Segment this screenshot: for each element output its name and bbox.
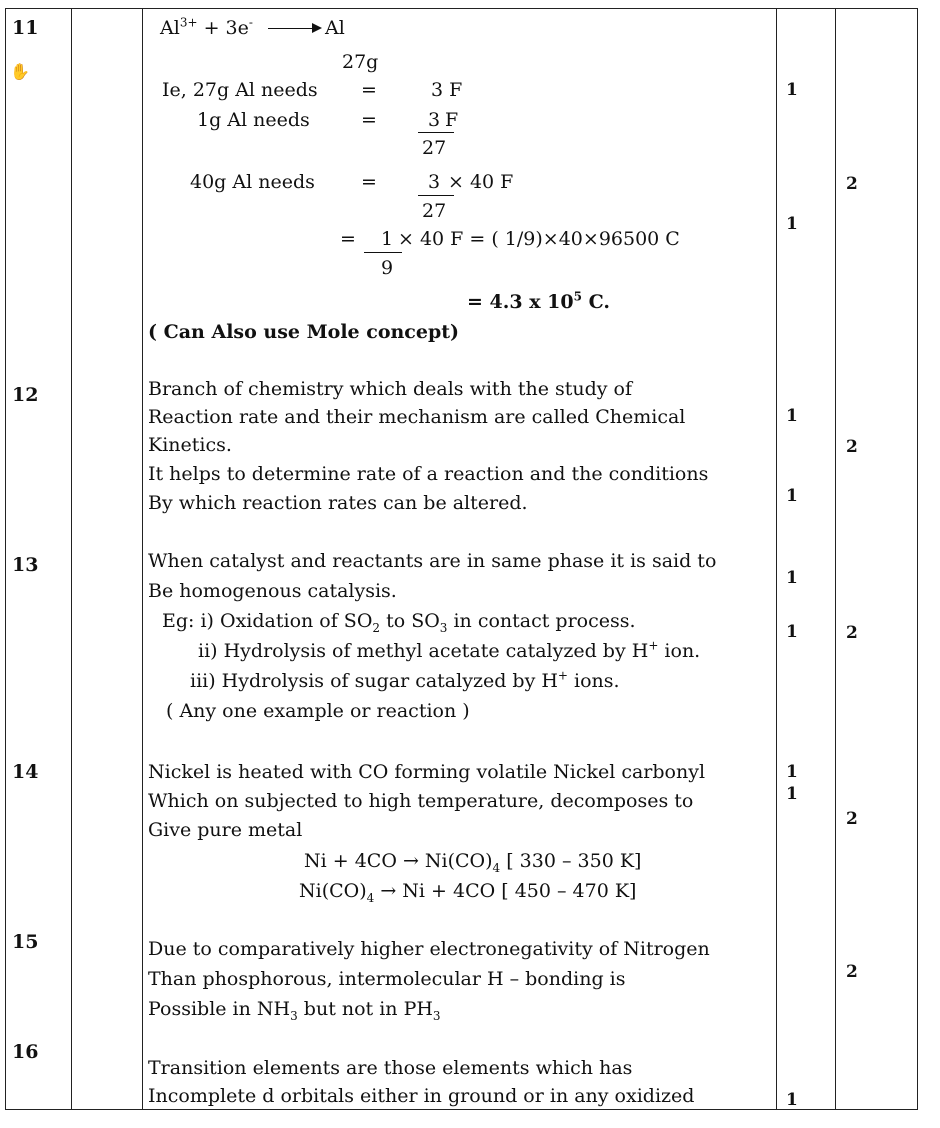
total-15: 2 [846,962,858,982]
calc-line-2-eq: = [361,109,377,131]
fraction-bar-1 [418,132,454,133]
answer-14-equation-2: $Ni(CO)_4 \to Ni + 4CO$ [ 450 – 470 K] [299,880,637,905]
question-number-13: 13 [12,554,39,576]
equation-product: Al [325,17,345,39]
mark-13-a: 1 [786,568,798,588]
calc-line-2-left: 1g Al needs [197,109,310,131]
answer-16-line-1: Transition elements are those elements which has [148,1057,633,1079]
answer-15-line-2: Than phosphorous, intermolecular H – bonding is [148,968,626,990]
column-divider-4 [835,8,836,1110]
question-number-14: 14 [12,761,39,783]
total-12: 2 [846,437,858,457]
calc-line-2-denominator: 27 [422,137,447,159]
mark-11-b: 1 [786,214,798,234]
mark-16-a: 1 [786,1090,798,1110]
total-13: 2 [846,623,858,643]
calc-line-4-eq: = [340,228,356,250]
calc-line-3-eq: = [361,171,377,193]
answer-15-line-3: Possible in $NH_3$ but not in $PH_3$ [148,998,441,1023]
mark-12-b: 1 [786,486,798,506]
calc-line-3-left: 40g Al needs [190,171,315,193]
answer-13-example-2: ii) Hydrolysis of methyl acetate catalyzed by H+ ion. [198,638,701,662]
calc-line-2-unit: F [445,109,459,131]
answer-13-line-2: Be homogenous catalysis. [148,580,397,602]
calc-line-1-eq: = [361,79,377,101]
fraction-bar-3 [364,252,402,253]
question-number-12: 12 [12,384,39,406]
answer-12-line-3: Kinetics. [148,434,232,456]
calc-line-3-denominator: 27 [422,200,447,222]
total-11: 2 [846,174,858,194]
answer-13-note: ( Any one example or reaction ) [166,700,470,722]
calc-line-1-left: Ie, 27g Al needs [162,79,318,101]
answer-12-line-1: Branch of chemistry which deals with the study of [148,378,633,400]
mark-14-a: 1 [786,762,798,782]
calc-line-3-unit: × 40 F [448,171,514,193]
answer-12-line-2: Reaction rate and their mechanism are called Chemical [148,406,686,428]
answer-13-example-3: iii) Hydrolysis of sugar catalyzed by H+ ions. [190,668,620,692]
fraction-bar-2 [418,195,454,196]
column-divider-1 [71,8,72,1110]
answer-13-example-1: Eg: i) Oxidation of $SO_2$ to $SO_3$ in contact process. [162,610,636,635]
calc-line-4-rest: × 40 F = ( 1/9)×40×96500 C [398,228,680,250]
answer-14-line-2: Which on subjected to high temperature, decomposes to [148,790,694,812]
column-divider-2 [142,8,143,1110]
answer-12-line-4: It helps to determine rate of a reaction and the conditions [148,463,709,485]
total-14: 2 [846,809,858,829]
reaction-arrow-head [312,23,322,33]
answer-12-line-5: By which reaction rates can be altered. [148,492,528,514]
hand-cursor-icon: ✋ [10,62,30,81]
question-number-11: 11 [12,17,39,39]
calc-line-4-numerator: 1 [381,228,394,250]
calc-line-1-right: 3 F [431,79,463,101]
question-number-15: 15 [12,931,39,953]
mark-14-b: 1 [786,784,798,804]
reaction-arrow-line [268,28,313,29]
answer-14-line-1: Nickel is heated with CO forming volatile Nickel carbonyl [148,761,706,783]
column-divider-3 [776,8,777,1110]
method-note: ( Can Also use Mole concept) [148,321,460,343]
calc-line-3-numerator: 3 [428,171,441,193]
answer-13-line-1: When catalyst and reactants are in same phase it is said to [148,550,717,572]
equation-al-reduction: $Al^{3+} + 3e^-$ [160,15,253,39]
final-result: = 4.3 x $10^5$ C. [467,289,610,313]
mass-label: 27g [342,51,379,73]
answer-16-line-2: Incomplete d orbitals either in ground or in any oxidized [148,1085,695,1107]
question-number-16: 16 [12,1041,39,1063]
mark-13-b: 1 [786,622,798,642]
answer-14-line-3: Give pure metal [148,819,303,841]
calc-line-4-denominator: 9 [381,257,394,279]
answer-14-equation-1: $Ni + 4CO \to Ni(CO)_4$ [ 330 – 350 K] [304,850,642,875]
answer-15-line-1: Due to comparatively higher electronegativity of Nitrogen [148,938,710,960]
mark-11-a: 1 [786,80,798,100]
calc-line-2-numerator: 3 [428,109,441,131]
mark-12-a: 1 [786,406,798,426]
